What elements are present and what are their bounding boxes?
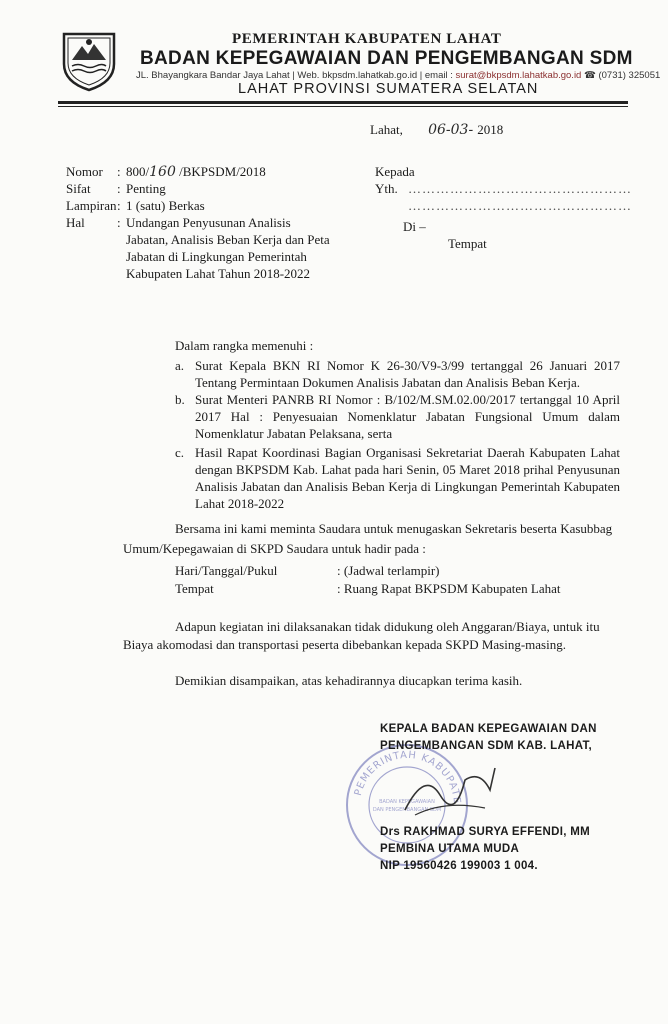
schedule-label-1: Hari/Tanggal/Pukul — [175, 563, 278, 578]
closing-line: Demikian disampaikan, atas kehadirannya diucapkan terima kasih. — [175, 673, 523, 688]
list-item: c. Hasil Rapat Koordinasi Bagian Organisasi Sekretariat Daerah Kabupaten Lahat dengan BKPSDM Kab. Lahat pada hari Senin, 05 Maret 2018 prihal Penyusunan Analisis Jabatan dan Analisis Beban Kerja di Lingkungan Pemerintah Kabupaten Lahat 2018-2022 — [175, 445, 620, 511]
meta-hal: Hal : Undangan Penyusunan Analisis Jabatan, Analisis Beban Kerja dan Peta Jabatan di Lingkungan Pemerintah Kabupaten Lahat Tahun 2018-2022 — [66, 215, 330, 281]
letterhead-line2: BADAN KEPEGAWAIAN DAN PENGEMBANGAN SDM — [140, 48, 633, 69]
date-handwritten: 06-03- — [428, 122, 474, 138]
body-intro: Dalam rangka memenuhi : — [175, 338, 314, 353]
recipient-di: Di – — [403, 219, 426, 234]
recipient-dots-1: ………………………………………… — [408, 181, 632, 196]
date-year: 2018 — [477, 122, 504, 137]
list-item: b. Surat Menteri PANRB RI Nomor : B/102/M.SM.02.00/2017 tertanggal 10 April 2017 Hal : Penyesuaian Nomenklatur Jabatan Fungsional Umum dalam Nomenklatur Jabatan Pelaksana, serta — [175, 392, 620, 441]
para2-line2: Umum/Kepegawaian di SKPD Saudara untuk hadir pada : — [123, 541, 426, 556]
stamp-arc-text: PEMERINTAH KABUPATE — [352, 749, 463, 805]
letter-date — [370, 122, 503, 138]
recipient-yth: Yth. — [375, 181, 398, 196]
address-phone: ☎ (0731) 325051 — [583, 70, 661, 81]
address-email: surat@bkpsdm.lahatkab.go.id — [455, 70, 582, 81]
letterhead-rule-thick — [58, 101, 628, 104]
sig-title-2: PENGEMBANGAN SDM KAB. LAHAT, — [380, 740, 592, 752]
letterhead-line3: LAHAT PROVINSI SUMATERA SELATAN — [238, 81, 539, 97]
regency-logo — [58, 30, 120, 92]
list-item: a. Surat Kepala BKN RI Nomor K 26-30/V9-3/99 tertanggal 26 Januari 2017 Tentang Permintaan Dokumen Analisis Jabatan dan Analisis Beban Kerja. — [175, 358, 620, 390]
stamp-inner-2: DAN PENGEMBANGAN SDM — [372, 807, 442, 813]
meta-sifat: Sifat : Penting — [66, 181, 166, 196]
schedule-label-2: Tempat — [175, 581, 214, 596]
address-text: JL. Bhayangkara Bandar Jaya Lahat | Web. bkpsdm.lahatkab.go.id | email : — [136, 70, 456, 81]
meta-lampiran: Lampiran : 1 (satu) Berkas — [66, 198, 205, 213]
sig-title-1: KEPALA BADAN KEPEGAWAIAN DAN — [380, 723, 597, 735]
sig-rank: PEMBINA UTAMA MUDA — [380, 843, 520, 855]
letterhead-rule-thin — [58, 106, 628, 107]
stamp-inner-1: BADAN KEPEGAWAIAN — [379, 799, 435, 805]
letterhead-line1: PEMERINTAH KABUPATEN LAHAT — [232, 31, 502, 47]
recipient-tempat: Tempat — [448, 236, 487, 251]
letterhead-address — [136, 70, 661, 81]
para2-line1: Bersama ini kami meminta Saudara untuk menugaskan Sekretaris beserta Kasubbag — [175, 521, 613, 536]
para3-line2: Biaya akomodasi dan transportasi peserta dibebankan kepada SKPD Masing-masing. — [123, 637, 566, 652]
schedule-value-1: : (Jadwal terlampir) — [337, 563, 440, 578]
schedule-value-2: : Ruang Rapat BKPSDM Kabupaten Lahat — [337, 581, 561, 596]
handwritten-signature — [395, 760, 505, 835]
para3-line1: Adapun kegiatan ini dilaksanakan tidak didukung oleh Anggaran/Biaya, untuk itu — [175, 619, 600, 634]
sig-name: Drs RAKHMAD SURYA EFFENDI, MM — [380, 826, 590, 838]
date-place: Lahat, — [370, 122, 403, 137]
recipient-kepada: Kepada — [375, 164, 415, 179]
meta-nomor: Nomor : 800/160 /BKPSDM/2018 — [66, 164, 266, 180]
sig-nip: NIP 19560426 199003 1 004. — [380, 860, 538, 872]
recipient-dots-2: ………………………………………… — [408, 198, 632, 213]
